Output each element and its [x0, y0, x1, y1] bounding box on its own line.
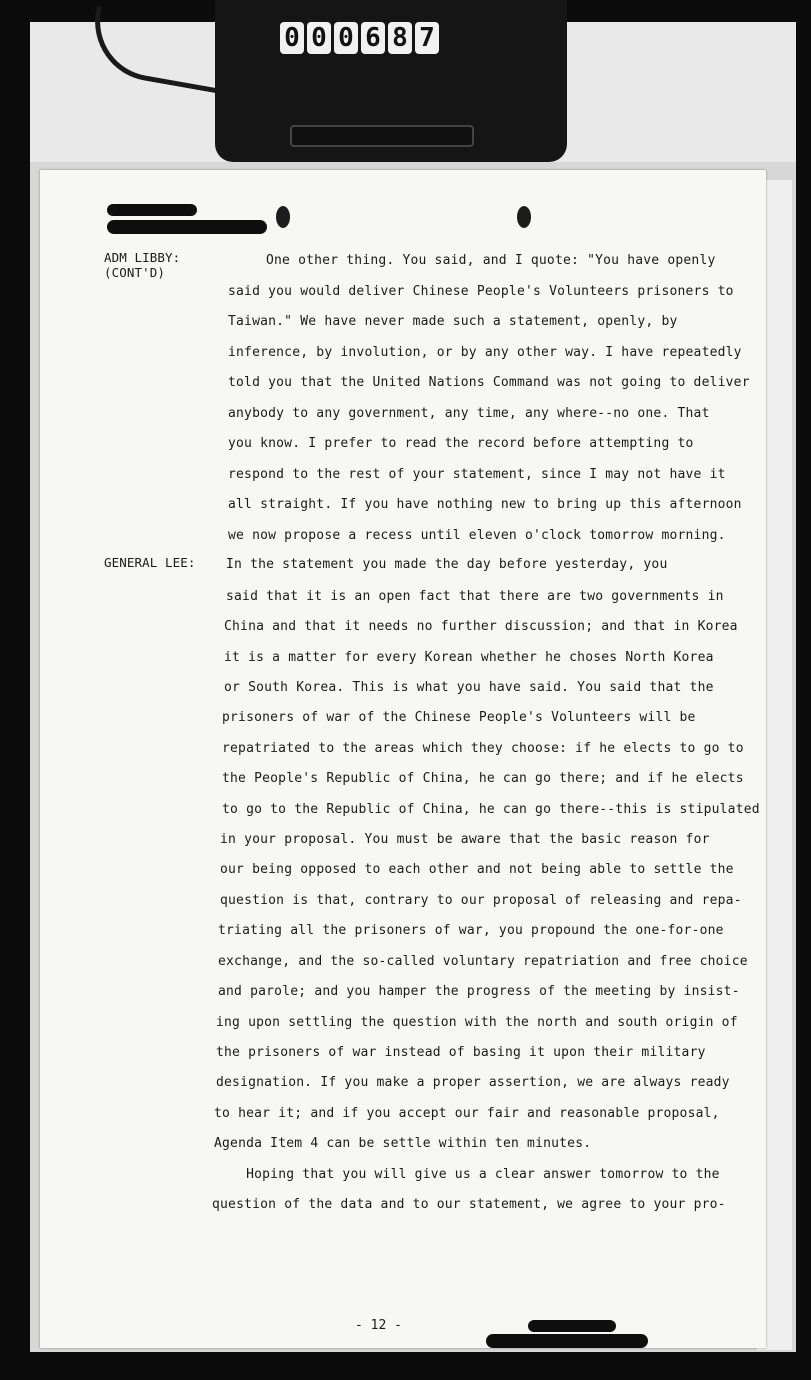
text-line: China and that it needs no further discussion; and that in Korea: [224, 619, 738, 634]
text-line: respond to the rest of your statement, since I may not have it: [228, 467, 726, 482]
page-number: - 12 -: [355, 1318, 402, 1333]
speaker-label-adm-libby: ADM LIBBY:: [104, 250, 181, 265]
counter-digit: 6: [361, 22, 385, 54]
text-line: or South Korea. This is what you have said. You said that the: [224, 680, 714, 695]
counter-digit: 7: [415, 22, 439, 54]
text-line: repatriated to the areas which they choose: if he elects to go to: [222, 741, 744, 756]
text-line: designation. If you make a proper assertion, we are always ready: [216, 1075, 730, 1090]
text-line: prisoners of war of the Chinese People's Volunteers will be: [222, 710, 696, 725]
speaker-label-general-lee: GENERAL LEE:: [104, 555, 196, 570]
text-line: our being opposed to each other and not being able to settle the: [220, 862, 734, 877]
counter-digit: 8: [388, 22, 412, 54]
text-line: we now propose a recess until eleven o'clock tomorrow morning.: [228, 528, 726, 543]
speaker-label-contd: (CONT'D): [104, 265, 166, 280]
text-line: Taiwan." We have never made such a statement, openly, by: [228, 314, 678, 329]
counter-digit: 0: [307, 22, 331, 54]
counter-slot: [290, 125, 474, 147]
text-line: all straight. If you have nothing new to bring up this afternoon: [228, 497, 742, 512]
text-line: inference, by involution, or by any other way. I have repeatedly: [228, 345, 742, 360]
redaction-bar: [486, 1334, 648, 1348]
punch-hole: [517, 206, 531, 228]
text-line: said you would deliver Chinese People's Volunteers prisoners to: [228, 284, 734, 299]
text-line: anybody to any government, any time, any where--no one. That: [228, 406, 710, 421]
text-line: exchange, and the so-called voluntary repatriation and free choice: [218, 954, 748, 969]
text-line: ing upon settling the question with the north and south origin of: [216, 1015, 738, 1030]
counter-digit: 0: [334, 22, 358, 54]
redaction-bar: [107, 220, 267, 234]
text-line: In the statement you made the day before yesterday, you: [226, 557, 668, 572]
text-line: the People's Republic of China, he can go there; and if he elects: [222, 771, 744, 786]
text-line: said that it is an open fact that there are two governments in: [226, 589, 724, 604]
text-line: and parole; and you hamper the progress of the meeting by insist-: [218, 984, 740, 999]
text-line: question is that, contrary to our proposal of releasing and repa-: [220, 893, 742, 908]
text-line: you know. I prefer to read the record before attempting to: [228, 436, 694, 451]
text-line: it is a matter for every Korean whether he choses North Korea: [224, 650, 714, 665]
text-line: the prisoners of war instead of basing it upon their military: [216, 1045, 706, 1060]
text-line: One other thing. You said, and I quote: "You have openly: [266, 253, 716, 268]
redaction-bar: [528, 1320, 616, 1332]
frame-counter-digits: [280, 22, 470, 56]
text-line: question of the data and to our statement, we agree to your pro-: [212, 1197, 726, 1212]
text-line: triating all the prisoners of war, you propound the one-for-one: [218, 923, 724, 938]
text-line: in your proposal. You must be aware that the basic reason for: [220, 832, 710, 847]
text-line: told you that the United Nations Command was not going to deliver: [228, 375, 750, 390]
text-line: to go to the Republic of China, he can go there--this is stipulated: [222, 802, 760, 817]
text-line: Agenda Item 4 can be settle within ten minutes.: [214, 1136, 592, 1151]
counter-digit: 0: [280, 22, 304, 54]
text-line: to hear it; and if you accept our fair and reasonable proposal,: [214, 1106, 720, 1121]
text-line: Hoping that you will give us a clear answer tomorrow to the: [214, 1167, 720, 1182]
punch-hole: [276, 206, 290, 228]
redaction-bar: [107, 204, 197, 216]
